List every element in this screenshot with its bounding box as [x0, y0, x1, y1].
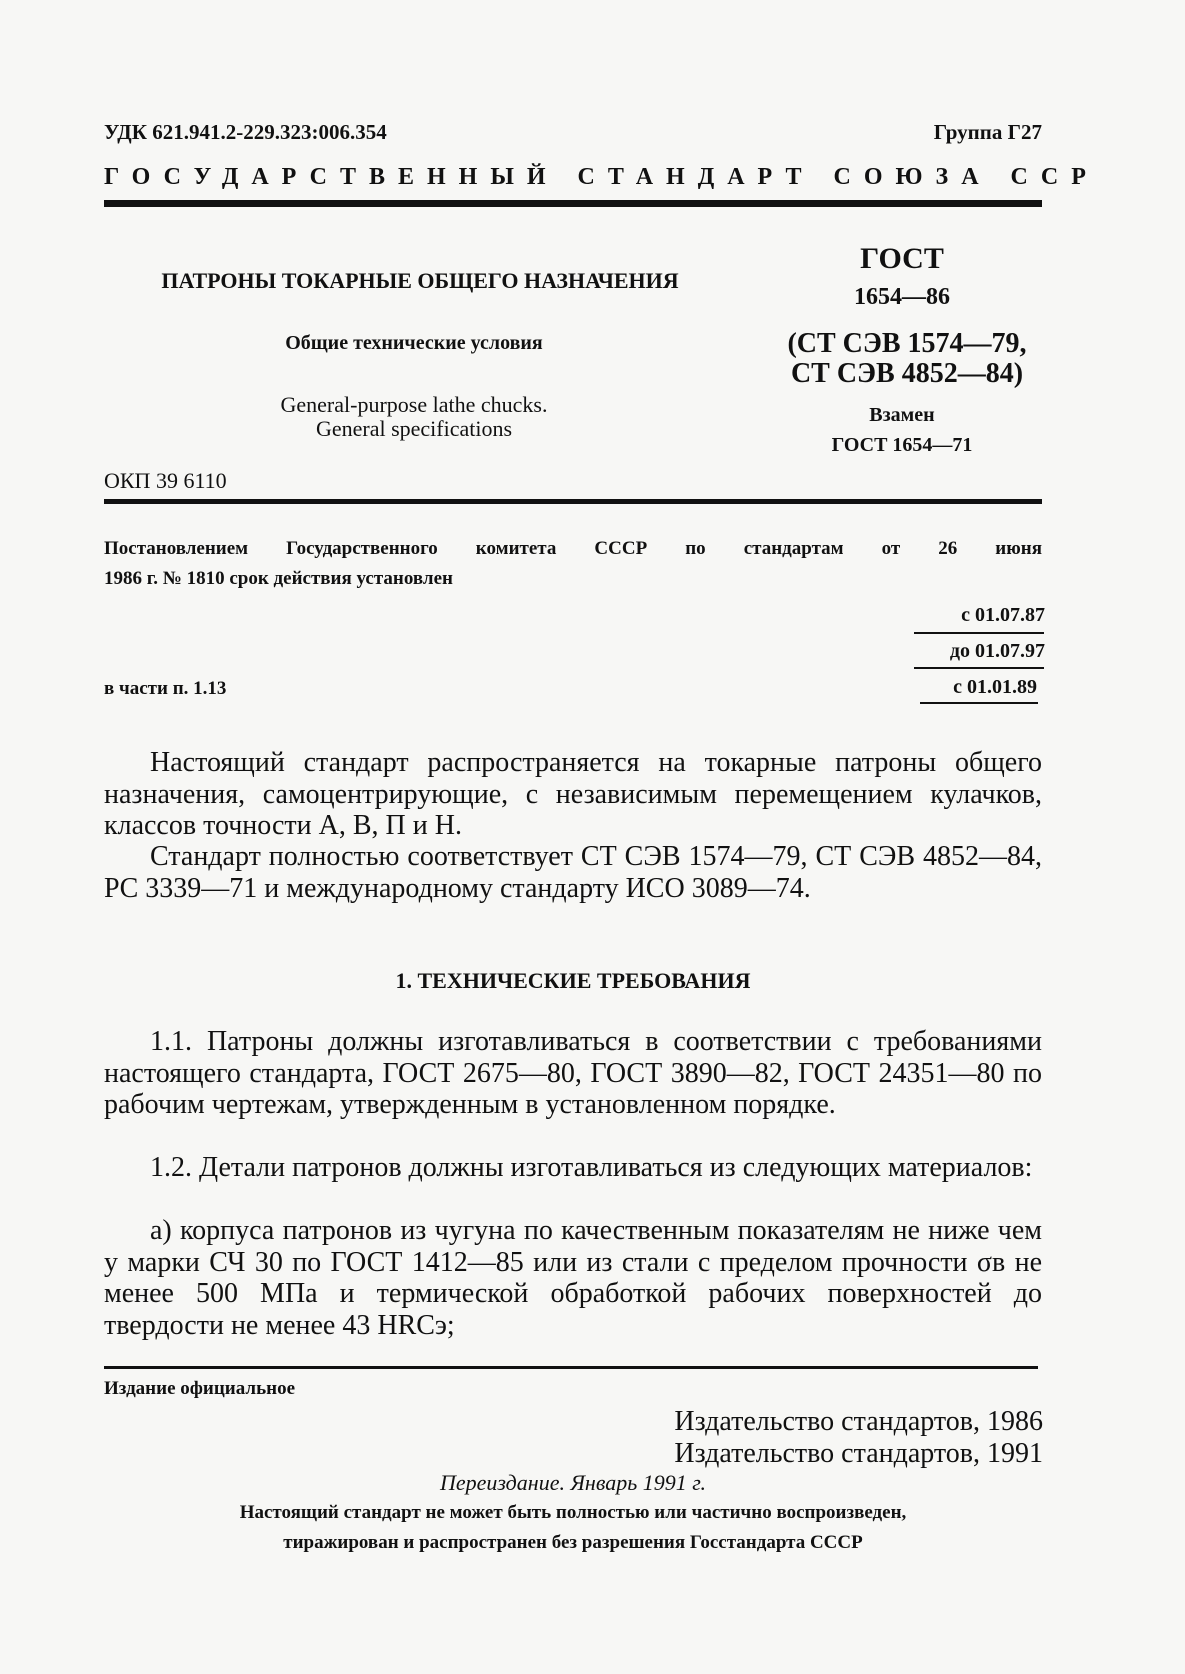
okp-code: ОКП 39 6110 — [104, 468, 227, 493]
official-edition: Издание официальное — [104, 1378, 296, 1399]
clause-1-2: 1.2. Детали патронов должны изготавливаться из следующих материалов: — [150, 1152, 1033, 1183]
english-title-line-2: General specifications — [315, 416, 513, 441]
replaces-label: Взамен — [869, 404, 935, 426]
date-rule-2 — [914, 667, 1044, 669]
copyright-notice-line-2: тиражирован и распространен без разрешения Госстандарта СССР — [283, 1532, 863, 1553]
title-block-rule — [104, 499, 1042, 504]
group-code: Группа Г27 — [933, 120, 1042, 144]
decree-line-1: Постановлением Государственного комитета СССР по стандартам от 26 июня — [104, 538, 1042, 559]
st-sev-line-2: СТ СЭВ 4852—84) — [790, 358, 1024, 389]
english-title-line-1: General-purpose lathe chucks. — [280, 392, 548, 417]
udk-code: УДК 621.941.2-229.323:006.354 — [104, 120, 387, 144]
clause-1-2-a: а) корпуса патронов из чугуна по качественным показателям не ниже чем у марки СЧ 30 по ГОСТ 1412—85 или из стали с пределом прочности σв не менее 500 МПа и термической обработкой рабочих поверхностей до твердости не менее 43 HRCэ; — [104, 1215, 1042, 1341]
effective-until: до 01.07.97 — [949, 640, 1045, 662]
clause-1-1: 1.1. Патроны должны изготавливаться в соответствии с требованиями настоящего стандарта, ГОСТ 2675—80, ГОСТ 3890—82, ГОСТ 24351—80 по рабочим чертежам, утвержденным в установленном порядке. — [104, 1026, 1042, 1120]
publisher-1991: Издательство стандартов, 1991 — [674, 1438, 1043, 1469]
header-rule — [104, 200, 1042, 207]
effective-from: с 01.07.87 — [961, 604, 1045, 626]
reprint-note: Переиздание. Январь 1991 г. — [439, 1470, 707, 1495]
gost-number: 1654—86 — [854, 284, 950, 310]
section-heading: 1. ТЕХНИЧЕСКИЕ ТРЕБОВАНИЯ — [395, 968, 751, 993]
replaced-gost: ГОСТ 1654—71 — [831, 434, 973, 456]
state-standard-banner: ГОСУДАРСТВЕННЫЙ СТАНДАРТ СОЮЗА ССР — [104, 164, 1099, 190]
publisher-1986: Издательство стандартов, 1986 — [674, 1406, 1043, 1437]
decree-line-2: 1986 г. № 1810 срок действия установлен — [104, 568, 453, 589]
intro-paragraph-1: Настоящий стандарт распространяется на токарные патроны общего назначения, самоцентрирующие, с независимым перемещением кулачков, классов точности А, В, П и Н. — [104, 747, 1042, 841]
gost-label: ГОСТ — [860, 242, 944, 275]
part-label: в части п. 1.13 — [104, 678, 227, 699]
document-subtitle: Общие технические условия — [285, 332, 543, 354]
document-title: ПАТРОНЫ ТОКАРНЫЕ ОБЩЕГО НАЗНАЧЕНИЯ — [161, 268, 679, 293]
date-rule-3 — [920, 702, 1038, 704]
st-sev-line-1: (СТ СЭВ 1574—79, — [787, 328, 1027, 359]
part-effective-from: с 01.01.89 — [953, 676, 1037, 698]
date-rule-1 — [914, 632, 1044, 634]
intro-paragraph-2: Стандарт полностью соответствует СТ СЭВ 1574—79, СТ СЭВ 4852—84, PC 3339—71 и международному стандарту ИСО 3089—74. — [104, 841, 1042, 904]
copyright-notice-line-1: Настоящий стандарт не может быть полностью или частично воспроизведен, — [239, 1502, 907, 1523]
footer-rule — [104, 1366, 1038, 1369]
